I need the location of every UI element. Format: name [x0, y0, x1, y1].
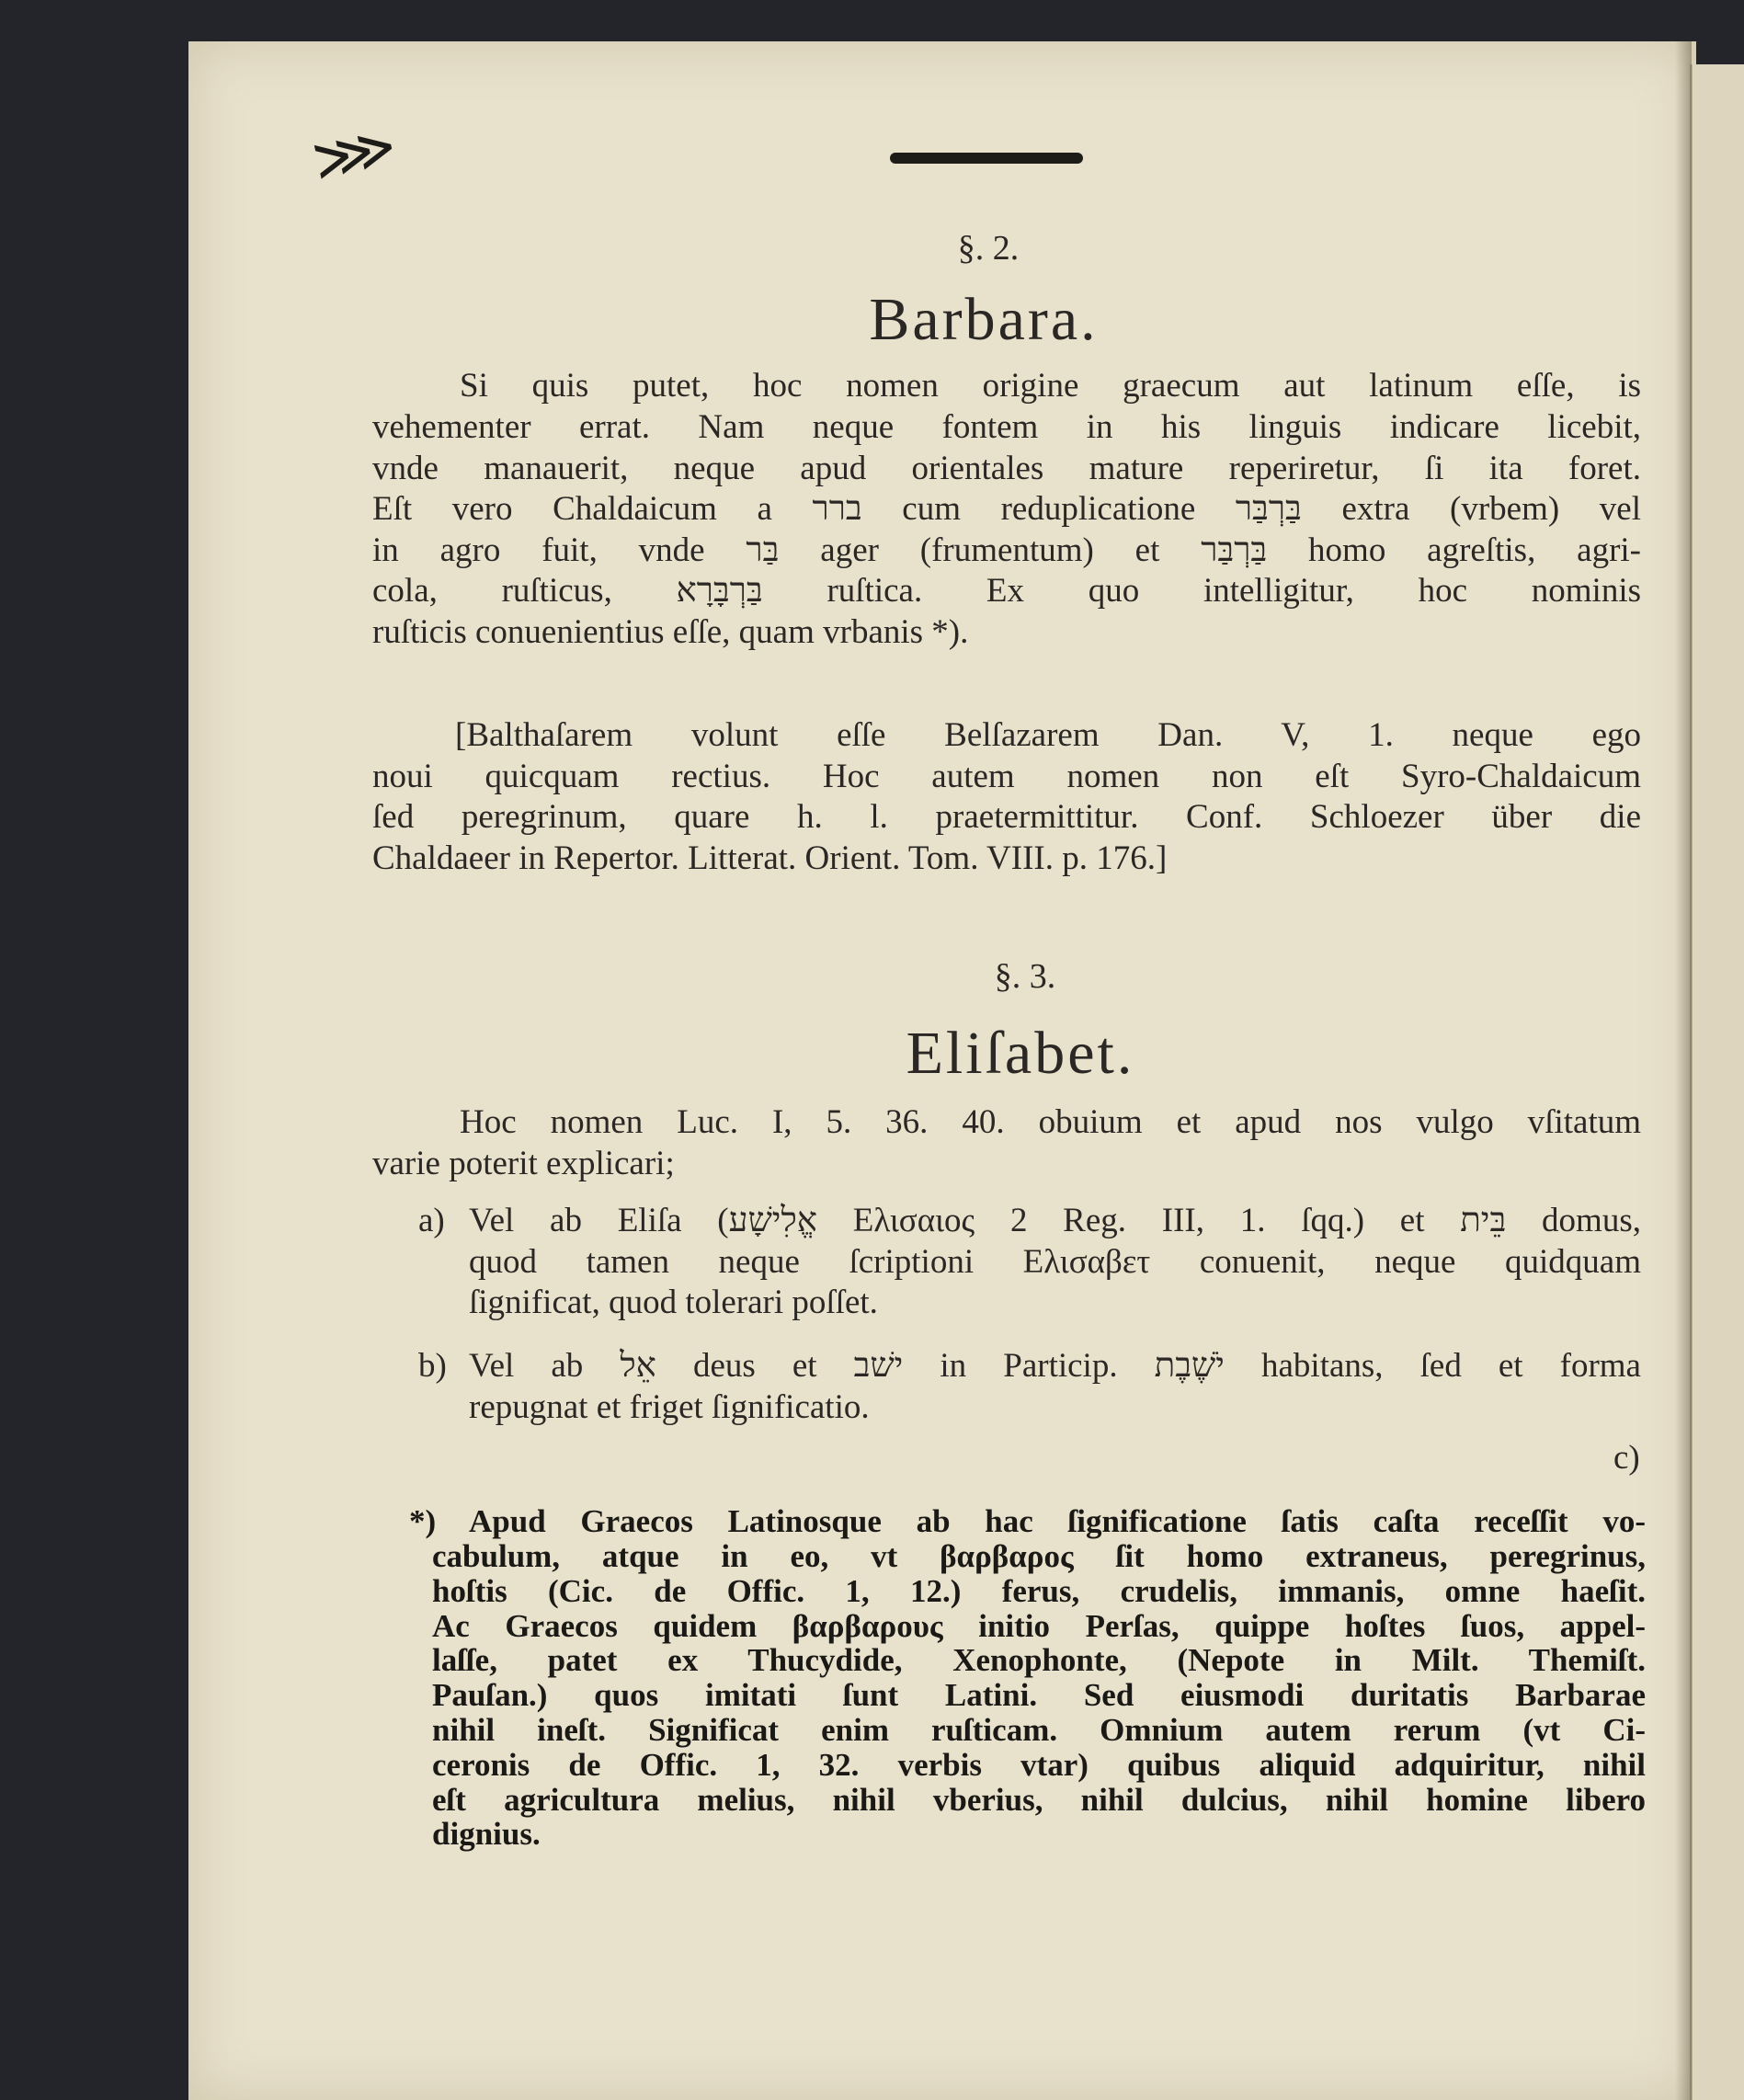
text-line: ſignificat, quod tolerari poſſet. [469, 1284, 878, 1321]
text-line: [Balthaſarem volunt eſſe Belſazarem Dan. V, 1. neque ego [455, 716, 1641, 754]
section-title: Eliſabet. [906, 1020, 1135, 1087]
text-line: laſſe, patet ex Thucydide, Xenophonte, (Nepote in Milt. Themiſt. [432, 1642, 1646, 1679]
text-line: eſt agricultura melius, nihil vberius, nihil dulcius, nihil homine libero [432, 1781, 1646, 1818]
text-line: ruſticis conuenientius eſſe, quam vrbanis *). [372, 612, 969, 651]
corner-ornament-icon: ⋙ [306, 112, 403, 194]
next-page-edge [1690, 64, 1744, 2100]
footnote [469, 1504, 1646, 1539]
text-line: nihil ineſt. Significat enim ruſticam. Omnium autem rerum (vt Ci- [432, 1711, 1646, 1748]
text-line: ſed peregrinum, quare h. l. praetermittitur. Conf. Schloezer über die [372, 798, 1641, 836]
section-2-paragraph [372, 366, 1641, 407]
text-line: vehementer errat. Nam neque fontem in his linguis indicare licebit, [372, 408, 1641, 446]
section-3-paragraph [372, 1102, 1641, 1184]
text-line: cola, ruſticus, בַּרְבָּרָא ruſtica. Ex quo intelligitur, hoc nominis [372, 572, 1641, 610]
footnote-cont [432, 1539, 1646, 1852]
section-2-paragraph-cont [372, 407, 1641, 653]
text-line: in agro fuit, vnde בַּר ager (frumentum) et בַּרְבַּר homo agreſtis, agri- [372, 531, 1642, 569]
text-line: Ac Graecos quidem βαρβαρους initio Perſas, quippe hoſtes ſuos, appel- [432, 1607, 1646, 1644]
text-line: Vel ab אֵל deus et ישׁב in Particip. יֹשֶׁבֶת habitans, ſed et forma [469, 1347, 1641, 1385]
text-line: Apud Graecos Latinosque ab hac ſignificatione ſatis caſta receſſit vo- [469, 1503, 1646, 1539]
text-line: vnde manauerit, neque apud orientales mature reperiretur, ſi ita foret. [372, 449, 1641, 487]
text-line: Vel ab Eliſa (אֱלִישָׁע Ελισαιος 2 Reg. III, 1. ſqq.) et בֵּית domus, [469, 1202, 1641, 1239]
text-line: Si quis putet, hoc nomen origine graecum aut latinum eſſe, is [460, 367, 1641, 405]
text-line: dignius. [432, 1816, 541, 1853]
header-rule [890, 153, 1083, 164]
catchword: c) [1613, 1439, 1640, 1477]
section-title: Barbara. [869, 286, 1099, 353]
item-a [469, 1201, 1641, 1324]
text-line: cabulum, atque in eo, vt βαρβαρος ſit homo extraneus, peregrinus, [432, 1538, 1646, 1574]
section-number: §. 3. [994, 957, 1056, 996]
text-line: Eſt vero Chaldaicum a ברר cum reduplicatione בַּרְבַּר extra (vrbem) vel [372, 490, 1641, 528]
item-a-marker: a) [418, 1202, 445, 1239]
text-line: repugnat et friget ſignificatio. [469, 1387, 870, 1426]
text-line: quod tamen neque ſcriptioni Ελισαβετ conuenit, neque quidquam [469, 1242, 1641, 1281]
spine-shadow [1675, 41, 1692, 2100]
bracket-note [372, 715, 1641, 879]
text-line: Pauſan.) quos imitati ſunt Latini. Sed eiusmodi duritatis Barbarae [432, 1677, 1646, 1714]
text-line: Chaldaeer in Repertor. Litterat. Orient. Tom. VIII. p. 176.] [372, 839, 1168, 877]
item-b-marker: b) [418, 1347, 447, 1385]
text-line: Hoc nomen Luc. I, 5. 36. 40. obuium et apud nos vulgo vſitatum [460, 1103, 1641, 1141]
footnote-marker: *) [409, 1503, 437, 1539]
text-line: ceronis de Offic. 1, 32. verbis vtar) quibus aliquid adquiritur, nihil [432, 1746, 1646, 1783]
text-line: noui quicquam rectius. Hoc autem nomen non eſt Syro-Chaldaicum [372, 757, 1641, 795]
item-b [469, 1346, 1641, 1428]
text-line: varie poterit explicari; [372, 1144, 675, 1182]
text-line: hoſtis (Cic. de Offic. 1, 12.) ferus, crudelis, immanis, omne haeſit. [432, 1572, 1646, 1609]
section-number: §. 2. [957, 229, 1020, 268]
